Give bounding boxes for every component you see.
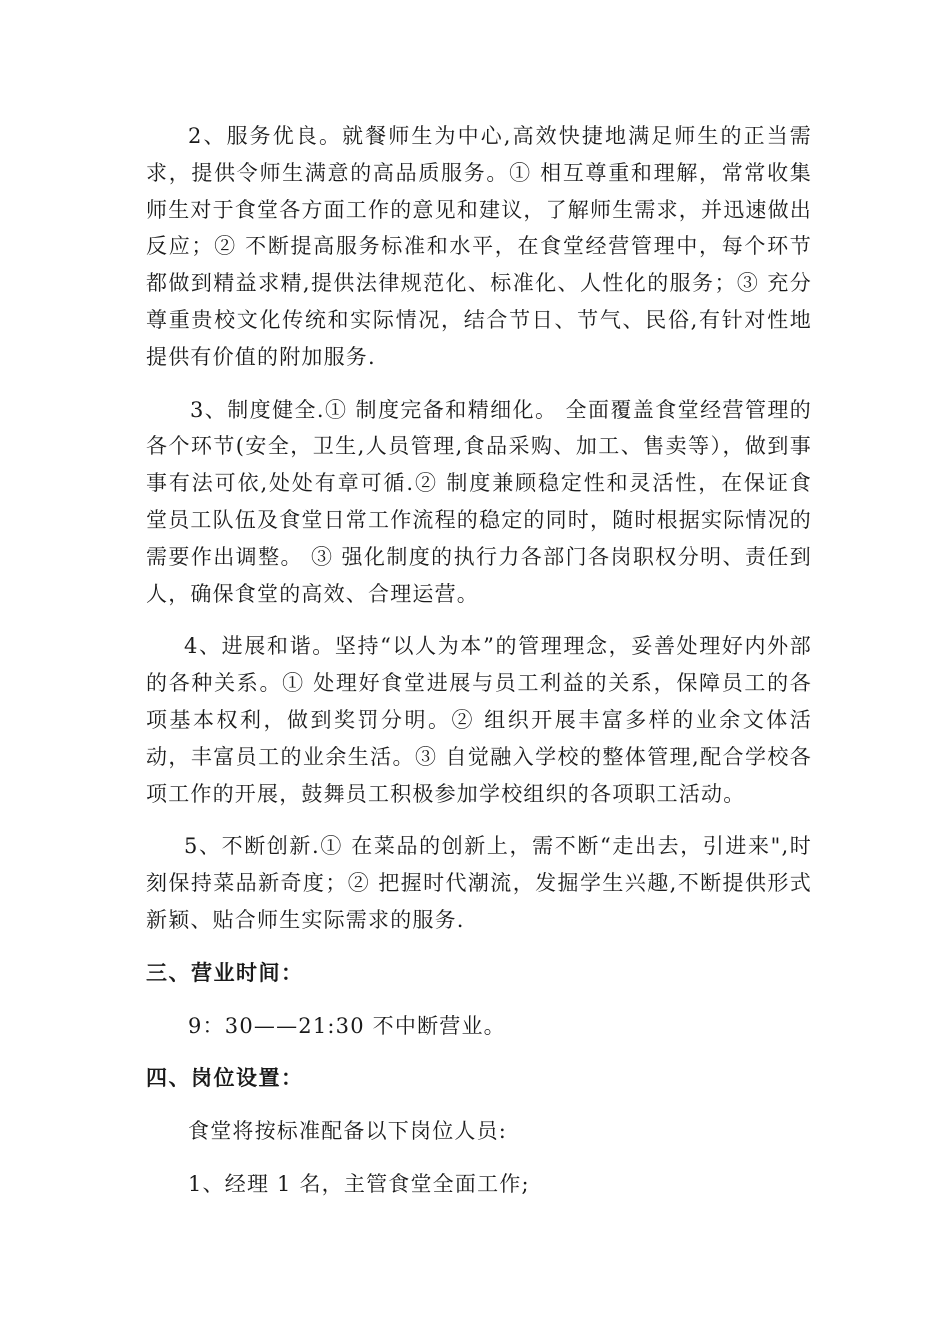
business-hours-text: 9：30——21:30 不中断营业。 <box>188 1013 506 1038</box>
document-body <box>146 118 812 1219</box>
section-heading-business-hours: 三、营业时间： <box>146 960 304 985</box>
paragraph-harmonious-development: 4、进展和谐。坚持“以人为本”的管理理念，妥善处理好内外部的各种关系。① 处理好食堂进展与员工利益的关系，保障员工的各项基本权利，做到奖罚分明。② 组织开展丰富多样的业余文体活动，丰富员工的业余生活。③ 自觉融入学校的整体管理,配合学校各项工作的开展，鼓舞员工积极参加学校组织的各项职工活动。 <box>146 634 812 806</box>
position-item-manager: 1、经理 1 名，主管食堂全面工作; <box>188 1171 530 1196</box>
paragraph-continuous-innovation: 5、不断创新.① 在菜品的创新上，需不断“走出去，引进来",时刻保持菜品新奇度；② 把握时代潮流，发掘学生兴趣,不断提供形式新颖、贴合师生实际需求的服务. <box>146 834 812 932</box>
paragraph-system-complete: 3、制度健全.① 制度完备和精细化。 全面覆盖食堂经营管理的各个环节(安全，卫生,人员管理,食品采购、加工、售卖等），做到事事有法可依,处处有章可循.② 制度兼顾稳定性和灵活性，在保证食堂员工队伍及食堂日常工作流程的稳定的同时，随时根据实际情况的需要作出调整。 ③ 强化制度的执行力各部门各岗职权分明、责任到人，确保食堂的高效、合理运营。 <box>146 397 812 606</box>
positions-intro: 食堂将按标准配备以下岗位人员: <box>188 1119 508 1144</box>
section-heading-positions: 四、岗位设置： <box>146 1066 304 1091</box>
paragraph-service-quality: 2、服务优良。就餐师生为中心,高效快捷地满足师生的正当需求，提供令师生满意的高品质服务。① 相互尊重和理解，常常收集师生对于食堂各方面工作的意见和建议，了解师生需求，并迅速做出反应；② 不断提高服务标准和水平，在食堂经营管理中，每个环节都做到精益求精,提供法律规范化、标准化、人性化的服务；③ 充分尊重贵校文化传统和实际情况，结合节日、节气、民俗,有针对性地提供有价值的附加服务. <box>146 124 812 369</box>
